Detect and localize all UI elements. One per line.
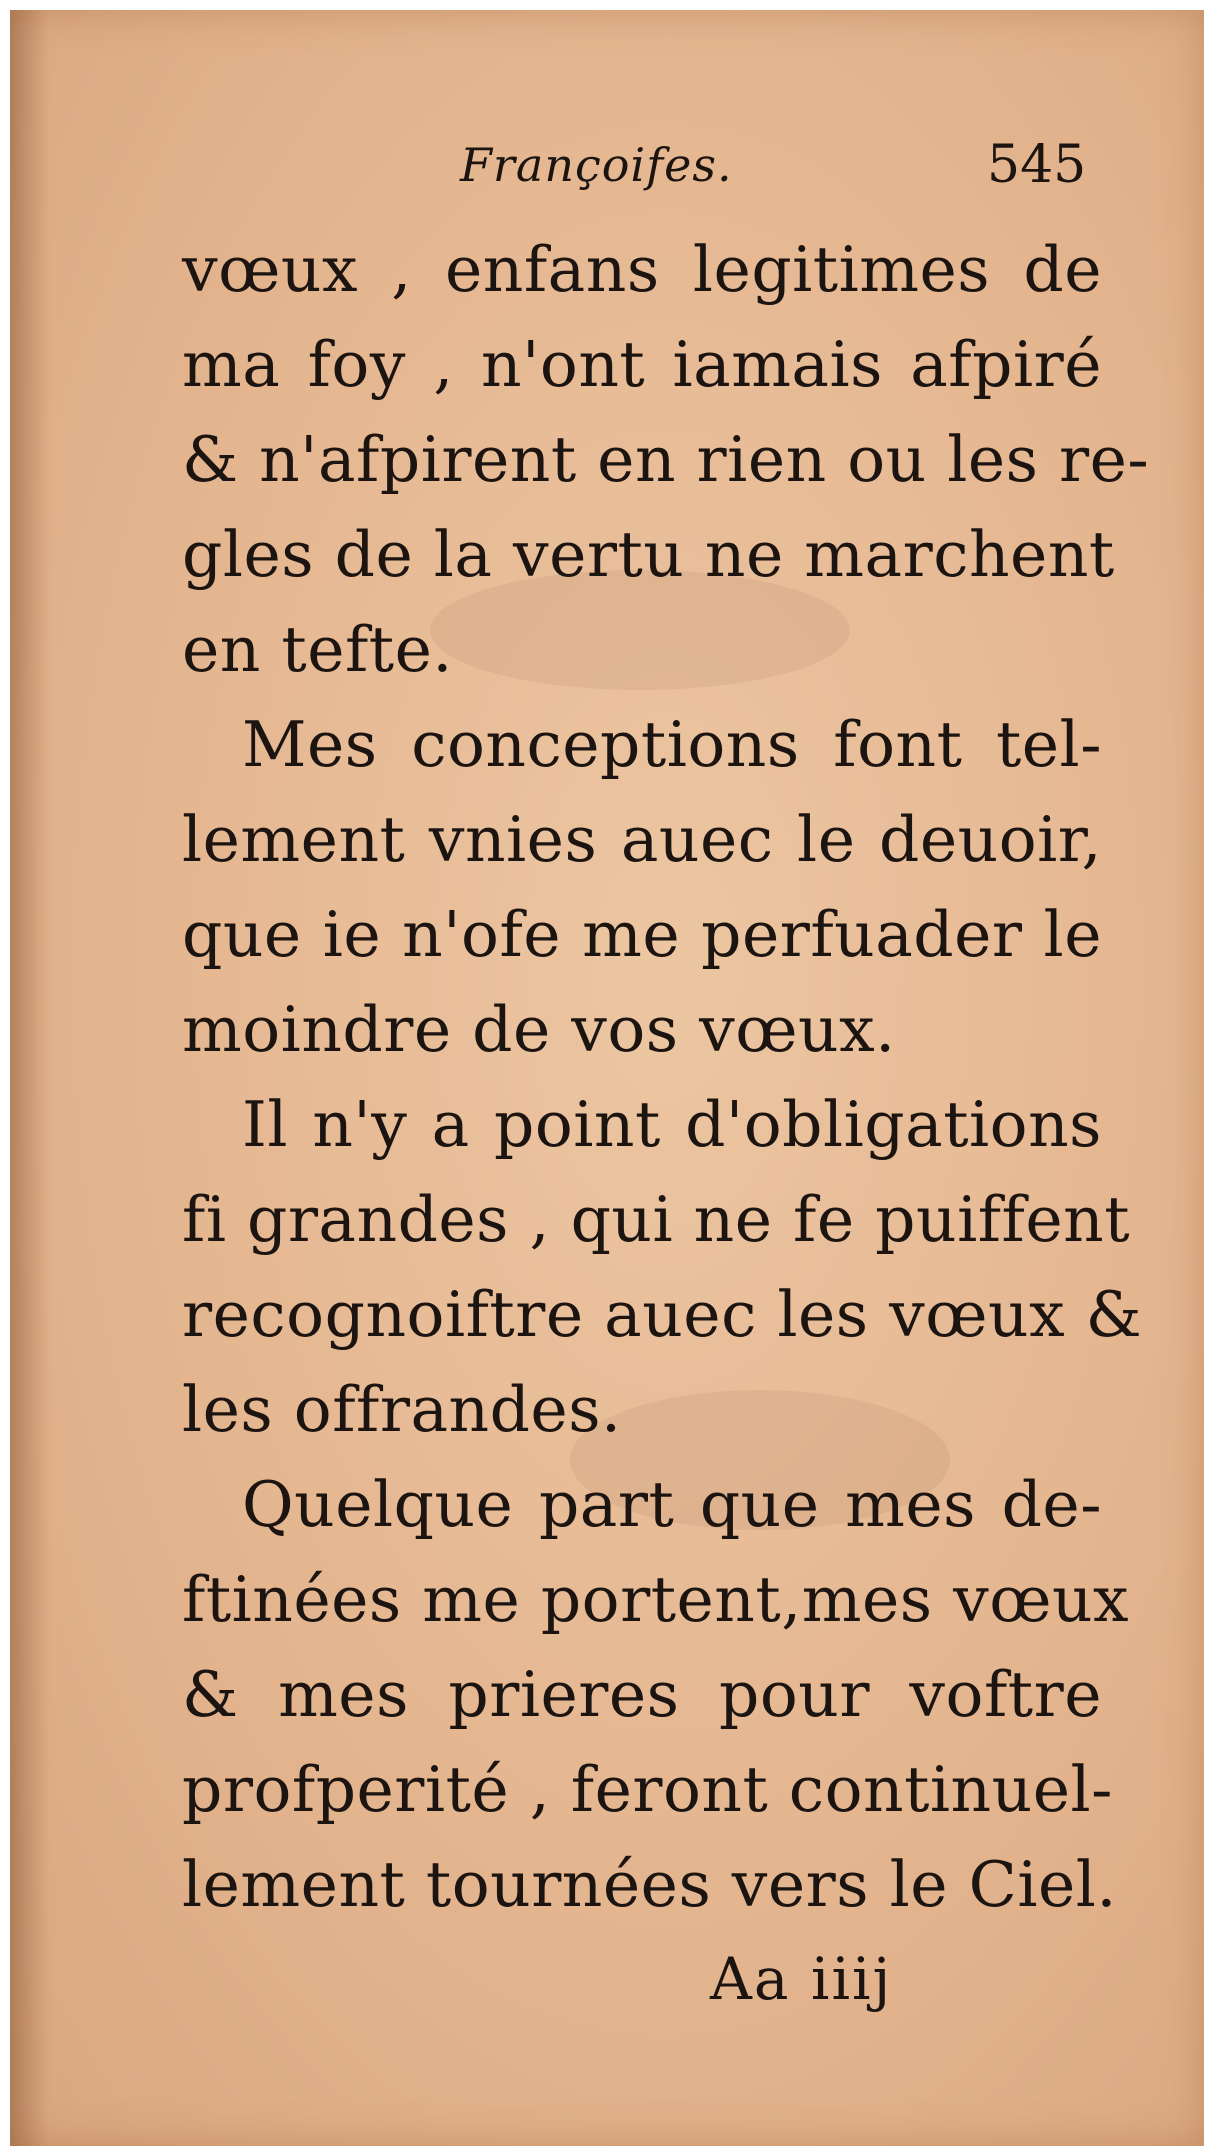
text-line: ma foy , n'ont iamais afpiré [182,328,1102,401]
text-line: moindre de vos vœux. [182,993,896,1066]
text-line: lement vnies auec le deuoir, [182,803,1102,876]
text-line: Mes conceptions font tel- [242,708,1102,781]
text-line: & n'afpirent en rien ou les re- [182,423,1150,496]
text-line: en tefte. [182,613,453,686]
running-title: Françoifes. [460,138,733,192]
text-line: que ie n'ofe me perfuader le [182,898,1102,971]
body-text [182,222,1150,1932]
book-page [10,10,1204,2146]
text-line: profperité , feront continuel- [182,1753,1113,1826]
text-line: recognoiftre auec les vœux & [182,1278,1143,1351]
text-line: ftinées me portent,mes vœux [182,1563,1130,1636]
text-line: Il n'y a point d'obligations [242,1088,1102,1161]
text-line: les offrandes. [182,1373,622,1446]
text-line: Quelque part que mes de- [242,1468,1102,1541]
text-line: lement tournées vers le Ciel. [182,1848,1117,1921]
page-gutter-shadow [10,10,50,2146]
text-line: fi grandes , qui ne fe puiffent [182,1183,1131,1256]
text-line: vœux , enfans legitimes de [182,233,1102,306]
signature-mark: Aa iiij [710,1945,893,2013]
text-line: gles de la vertu ne marchent [182,518,1115,591]
page-number: 545 [987,135,1087,195]
text-line: & mes prieres pour voftre [182,1658,1102,1731]
